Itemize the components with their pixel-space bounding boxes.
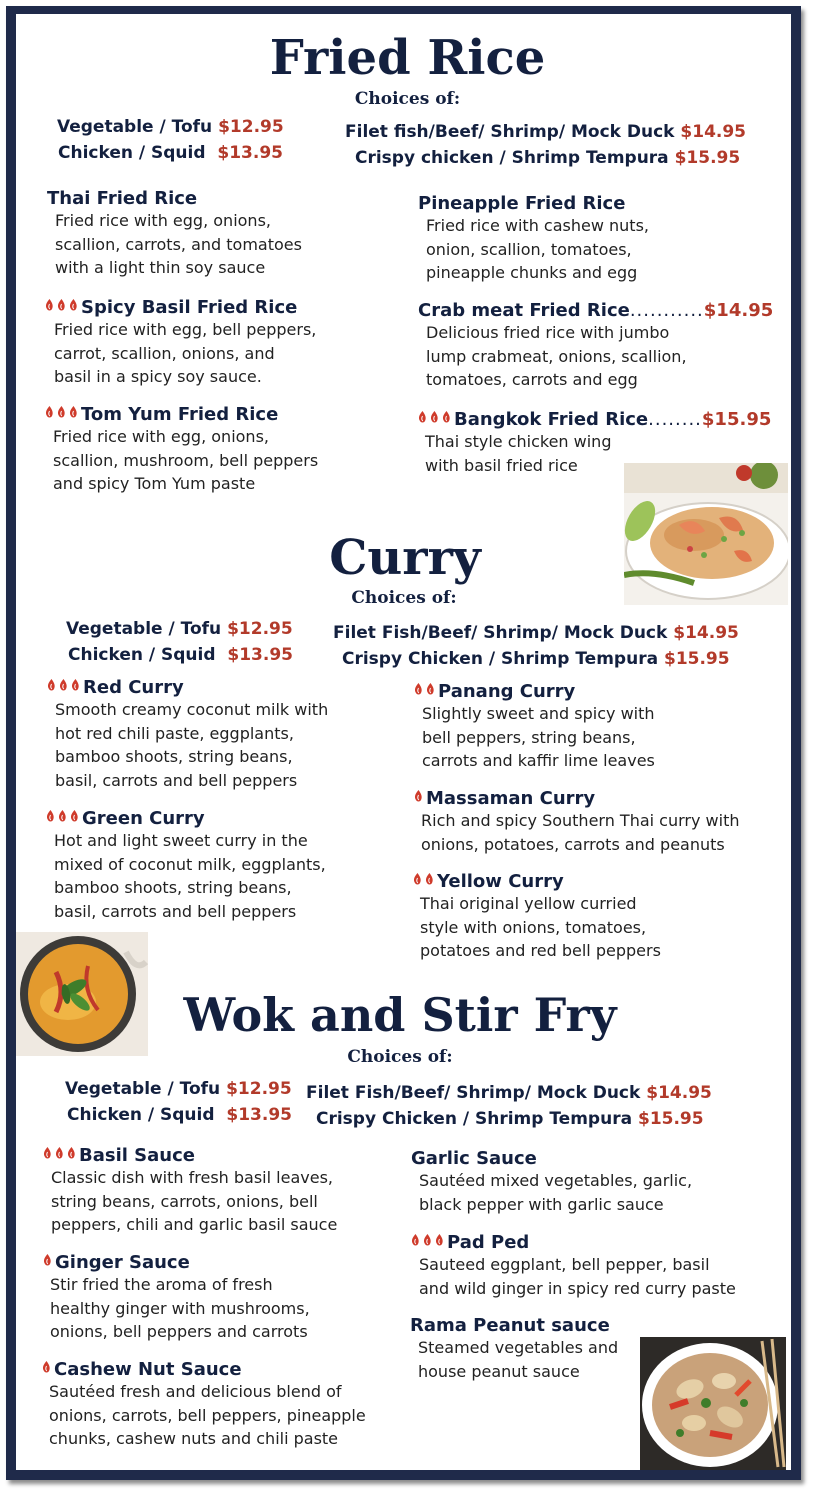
item-description: Thai style chicken wing with basil fried rice [425,432,612,475]
item-description: Steamed vegetables and house peanut sauce [418,1338,619,1381]
item-name: Garlic Sauce [411,1148,537,1169]
item-description: Sautéed mixed vegetables, garlic, black pepper with garlic sauce [419,1171,693,1214]
chili-pepper-icon [65,1146,78,1160]
item-name: Red Curry [83,677,184,698]
chili-pepper-icon [69,678,82,692]
chili-pepper-icon [424,682,437,696]
item-description: Fried rice with egg, onions, scallion, mushroom, bell peppers and spicy Tom Yum paste [53,427,319,493]
chili-pepper-icon [40,1360,53,1374]
price-option: Crispy Chicken / Shrimp Tempura $15.95 [342,649,730,669]
chili-icon [43,296,79,317]
menu-item [45,676,328,792]
item-name: Pad Ped [447,1232,530,1253]
chili-icon [416,408,452,429]
chili-icon [41,1144,77,1165]
item-name: Thai Fried Rice [47,188,198,209]
price-option: Filet fish/Beef/ Shrimp/ Mock Duck $14.95 [345,122,747,142]
chili-icon [44,807,80,828]
chili-pepper-icon [440,410,453,424]
item-name: Spicy Basil Fried Rice [81,297,298,318]
item-description: Hot and light sweet curry in the mixed of coconut milk, eggplants, bamboo shoots, string beans, basil, carrots and bell peppers [54,831,326,921]
section-title-wok: Wok and Stir Fry [183,988,617,1042]
item-description: Fried rice with egg, bell peppers, carrot, scallion, onions, and basil in a spicy soy sauce. [54,320,317,386]
item-description: Fried rice with cashew nuts, onion, scallion, tomatoes, pineapple chunks and egg [426,216,649,282]
price-option: Crispy Chicken / Shrimp Tempura $15.95 [316,1109,704,1129]
chili-pepper-icon [433,1233,446,1247]
menu-item [412,680,655,773]
item-description: Smooth creamy coconut milk with hot red chili paste, eggplants, bamboo shoots, string beans, basil, carrots and bell peppers [55,700,329,790]
chili-pepper-icon [423,872,436,886]
item-name: Basil Sauce [79,1145,195,1166]
chili-pepper-icon [412,789,425,803]
item-description: Delicious fried rice with jumbo lump crabmeat, onions, scallion, tomatoes, carrots and egg [426,323,687,389]
menu-item [411,1148,692,1216]
item-description: Slightly sweet and spicy with bell peppers, string beans, carrots and kaffir lime leaves [422,704,655,770]
menu-item [411,870,661,963]
section-title-fried-rice: Fried Rice [269,30,546,86]
menu-item [43,296,316,389]
item-description: Sauteed eggplant, bell pepper, basil and wild ginger in spicy red curry paste [419,1255,736,1298]
menu-item [47,188,302,280]
item-name: Pineapple Fried Rice [418,193,626,214]
leader-dots: ........ [648,409,702,430]
item-description: Rich and spicy Southern Thai curry with onions, potatoes, carrots and peanuts [421,811,740,854]
menu-item [43,403,318,496]
item-name: Yellow Curry [437,871,564,892]
chili-icon [45,676,81,697]
item-name: Cashew Nut Sauce [54,1359,242,1380]
price-option: Filet Fish/Beef/ Shrimp/ Mock Duck $14.95 [306,1083,712,1103]
price-option: Vegetable / Tofu $12.95 [65,1079,292,1099]
chili-icon [40,1358,52,1379]
chili-icon [41,1251,53,1272]
item-name: Tom Yum Fried Rice [81,404,279,425]
price-option: Chicken / Squid $13.95 [68,645,293,665]
menu-item [40,1358,366,1451]
choices-label: Choices of: [354,89,461,109]
choices-label: Choices of: [347,1047,453,1067]
section-title-curry: Curry [329,530,481,586]
chili-pepper-icon [68,809,81,823]
chili-icon [409,1231,445,1252]
menu-item [410,1315,618,1383]
price-option: Filet Fish/Beef/ Shrimp/ Mock Duck $14.95 [333,623,739,643]
chili-pepper-icon [67,298,80,312]
stir-fry-photo [640,1337,786,1470]
item-price: $15.95 [701,409,772,430]
item-price: $14.95 [703,300,774,321]
chili-pepper-icon [67,405,80,419]
item-description: Sautéed fresh and delicious blend of onions, carrots, bell peppers, pineapple chunks, cashew nuts and chili paste [49,1382,366,1448]
chili-icon [43,403,79,424]
item-name: Green Curry [82,808,205,829]
chili-icon [411,870,435,891]
item-name: Massaman Curry [426,788,596,809]
menu-item [41,1251,310,1344]
price-option: Chicken / Squid $13.95 [67,1105,292,1125]
item-name: Ginger Sauce [55,1252,190,1273]
item-name: Bangkok Fried Rice [454,409,649,430]
choices-label: Choices of: [351,588,457,608]
item-description: Thai original yellow curried style with onions, tomatoes, potatoes and red bell peppers [420,894,661,960]
item-description: Fried rice with egg, onions, scallion, carrots, and tomatoes with a light thin soy sauce [55,211,302,277]
chili-icon [412,787,424,808]
menu-item [41,1144,337,1237]
price-option: Crispy chicken / Shrimp Tempura $15.95 [355,148,741,168]
chili-pepper-icon [41,1253,54,1267]
price-option: Vegetable / Tofu $12.95 [57,117,284,137]
item-description: Classic dish with fresh basil leaves, string beans, carrots, onions, bell peppers, chili and garlic basil sauce [51,1168,338,1234]
menu-item [418,193,649,285]
chili-icon [412,680,436,701]
item-name: Crab meat Fried Rice [418,300,630,321]
menu-item [412,787,740,856]
item-name: Rama Peanut sauce [410,1315,610,1336]
menu-item [409,1231,736,1300]
price-option: Chicken / Squid $13.95 [58,143,283,163]
leader-dots: ........... [629,300,704,321]
item-name: Panang Curry [438,681,576,702]
price-option: Vegetable / Tofu $12.95 [66,619,293,639]
menu-item [44,807,326,923]
item-description: Stir fried the aroma of fresh healthy ginger with mushrooms, onions, bell peppers and carrots [50,1275,310,1341]
menu-item [418,300,773,392]
